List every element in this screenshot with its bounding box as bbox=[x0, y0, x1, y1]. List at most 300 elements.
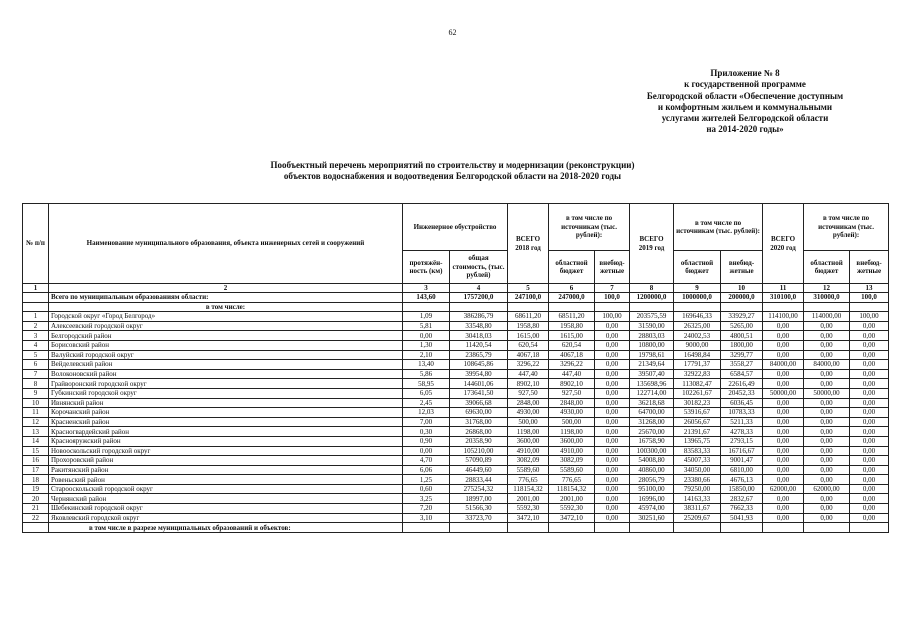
row-value: 169646,33 bbox=[674, 312, 721, 322]
row-value: 0,00 bbox=[403, 331, 450, 341]
row-value: 23380,66 bbox=[674, 475, 721, 485]
row-number: 9 bbox=[23, 388, 49, 398]
row-value: 173641,50 bbox=[450, 388, 508, 398]
row-value: 50000,00 bbox=[804, 388, 850, 398]
footer-num bbox=[23, 523, 49, 533]
row-value: 3472,10 bbox=[508, 513, 549, 523]
row-value: 1,09 bbox=[403, 312, 450, 322]
header-engineering: Инженерное обустройство bbox=[403, 204, 508, 251]
row-value: 0,00 bbox=[850, 408, 889, 418]
row-value: 30182,23 bbox=[674, 398, 721, 408]
row-value: 6,06 bbox=[403, 465, 450, 475]
row-value: 275254,32 bbox=[450, 484, 508, 494]
column-number: 8 bbox=[630, 284, 674, 293]
row-value: 1,30 bbox=[403, 340, 450, 350]
row-value: 16996,00 bbox=[630, 494, 674, 504]
row-value: 4067,18 bbox=[508, 350, 549, 360]
row-number: 4 bbox=[23, 340, 49, 350]
row-value: 2001,00 bbox=[508, 494, 549, 504]
row-value: 0,00 bbox=[763, 321, 804, 331]
table-row bbox=[23, 340, 889, 350]
row-value: 100,00 bbox=[595, 312, 630, 322]
row-value: 0,00 bbox=[850, 513, 889, 523]
row-value: 19798,61 bbox=[630, 350, 674, 360]
column-number: 9 bbox=[674, 284, 721, 293]
row-value: 3,10 bbox=[403, 513, 450, 523]
row-value: 21391,67 bbox=[674, 427, 721, 437]
row-value: 2,45 bbox=[403, 398, 450, 408]
row-value: 24002,53 bbox=[674, 331, 721, 341]
header-name: Наименование муниципального образования, объекта инженерных сетей и сооружений bbox=[49, 204, 403, 284]
row-value: 23865,79 bbox=[450, 350, 508, 360]
total-value: 200000,0 bbox=[721, 293, 763, 303]
empty-cell bbox=[763, 302, 804, 312]
row-value: 4910,00 bbox=[508, 446, 549, 456]
row-value: 68611,20 bbox=[508, 312, 549, 322]
appendix-line: на 2014-2020 годы» bbox=[706, 124, 784, 135]
header-length: протяжён-ность (км) bbox=[403, 251, 450, 284]
row-value: 0,00 bbox=[595, 321, 630, 331]
footer-label: в том числе в разрезе муниципальных образований и объектов: bbox=[49, 523, 403, 533]
total-row bbox=[23, 293, 889, 303]
including-num bbox=[23, 302, 49, 312]
row-value: 0,00 bbox=[763, 436, 804, 446]
row-value: 0,00 bbox=[850, 456, 889, 466]
row-value: 0,00 bbox=[763, 369, 804, 379]
row-value: 79250,00 bbox=[674, 484, 721, 494]
row-value: 927,50 bbox=[508, 388, 549, 398]
row-value: 57090,89 bbox=[450, 456, 508, 466]
row-value: 0,00 bbox=[763, 465, 804, 475]
row-value: 51566,30 bbox=[450, 504, 508, 514]
row-value: 447,40 bbox=[549, 369, 595, 379]
row-value: 69630,00 bbox=[450, 408, 508, 418]
row-value: 0,00 bbox=[595, 475, 630, 485]
row-value: 4,70 bbox=[403, 456, 450, 466]
municipality-name: Борисовский район bbox=[49, 340, 403, 350]
row-number: 13 bbox=[23, 427, 49, 437]
row-number: 17 bbox=[23, 465, 49, 475]
row-value: 3558,27 bbox=[721, 360, 763, 370]
row-value: 5592,30 bbox=[508, 504, 549, 514]
municipality-name: Яковлевский городской округ bbox=[49, 513, 403, 523]
row-value: 15850,00 bbox=[721, 484, 763, 494]
row-value: 0,00 bbox=[763, 494, 804, 504]
row-number: 18 bbox=[23, 475, 49, 485]
row-value: 53916,67 bbox=[674, 408, 721, 418]
row-value: 5,81 bbox=[403, 321, 450, 331]
row-value: 3600,00 bbox=[508, 436, 549, 446]
row-value: 447,40 bbox=[508, 369, 549, 379]
row-value: 0,00 bbox=[804, 446, 850, 456]
empty-cell bbox=[508, 523, 549, 533]
row-value: 0,00 bbox=[804, 456, 850, 466]
row-value: 100,00 bbox=[850, 312, 889, 322]
row-value: 36218,68 bbox=[630, 398, 674, 408]
row-value: 0,00 bbox=[595, 369, 630, 379]
row-value: 30418,03 bbox=[450, 331, 508, 341]
total-value: 310100,0 bbox=[763, 293, 804, 303]
row-value: 114000,00 bbox=[804, 312, 850, 322]
row-value: 28056,79 bbox=[630, 475, 674, 485]
row-value: 1800,00 bbox=[721, 340, 763, 350]
row-value: 25670,00 bbox=[630, 427, 674, 437]
table-row bbox=[23, 398, 889, 408]
row-value: 13965,75 bbox=[674, 436, 721, 446]
row-value: 135698,96 bbox=[630, 379, 674, 389]
header-cost: общая стоимость, (тыс. рублей) bbox=[450, 251, 508, 284]
row-value: 1198,00 bbox=[508, 427, 549, 437]
row-value: 20452,33 bbox=[721, 388, 763, 398]
row-value: 3082,09 bbox=[549, 456, 595, 466]
column-number: 12 bbox=[804, 284, 850, 293]
header-offbudget-2019: внебюд-жетные bbox=[721, 251, 763, 284]
row-number: 15 bbox=[23, 446, 49, 456]
row-value: 100300,00 bbox=[630, 446, 674, 456]
municipality-name: Городской округ «Город Белгород» bbox=[49, 312, 403, 322]
header-regional-2018: областной бюджет bbox=[549, 251, 595, 284]
header-regional-2020: областной бюджет bbox=[804, 251, 850, 284]
row-value: 0,00 bbox=[595, 340, 630, 350]
row-value: 46449,60 bbox=[450, 465, 508, 475]
row-value: 0,00 bbox=[804, 436, 850, 446]
row-number: 1 bbox=[23, 312, 49, 322]
total-value: 143,60 bbox=[403, 293, 450, 303]
row-value: 0,00 bbox=[850, 427, 889, 437]
empty-cell bbox=[674, 302, 721, 312]
total-value: 1200000,0 bbox=[630, 293, 674, 303]
municipality-name: Новооскольский городской округ bbox=[49, 446, 403, 456]
row-value: 9001,47 bbox=[721, 456, 763, 466]
title-line: объектов водоснабжения и водоотведения Белгородской области на 2018-2020 годы bbox=[283, 171, 622, 181]
empty-cell bbox=[804, 302, 850, 312]
municipality-name: Старооскольский городской округ bbox=[49, 484, 403, 494]
column-number: 2 bbox=[49, 284, 403, 293]
table-row bbox=[23, 475, 889, 485]
row-value: 0,00 bbox=[850, 398, 889, 408]
table-row bbox=[23, 446, 889, 456]
row-value: 12,03 bbox=[403, 408, 450, 418]
municipality-name: Губкинский городской округ bbox=[49, 388, 403, 398]
row-number: 5 bbox=[23, 350, 49, 360]
row-value: 20358,90 bbox=[450, 436, 508, 446]
row-value: 31590,00 bbox=[630, 321, 674, 331]
row-value: 0,00 bbox=[804, 427, 850, 437]
table-row bbox=[23, 456, 889, 466]
row-value: 26056,67 bbox=[674, 417, 721, 427]
row-value: 18997,00 bbox=[450, 494, 508, 504]
table-row bbox=[23, 331, 889, 341]
row-value: 0,00 bbox=[763, 350, 804, 360]
total-value: 247100,0 bbox=[508, 293, 549, 303]
row-value: 8902,10 bbox=[549, 379, 595, 389]
empty-cell bbox=[403, 302, 450, 312]
table-row bbox=[23, 484, 889, 494]
row-value: 0,00 bbox=[595, 456, 630, 466]
municipality-name: Ровеньский район bbox=[49, 475, 403, 485]
total-num bbox=[23, 293, 49, 303]
municipality-name: Валуйский городской округ bbox=[49, 350, 403, 360]
row-value: 113082,47 bbox=[674, 379, 721, 389]
row-value: 0,00 bbox=[595, 379, 630, 389]
table-row bbox=[23, 360, 889, 370]
column-number-row bbox=[23, 284, 889, 293]
row-value: 0,00 bbox=[763, 398, 804, 408]
row-value: 0,00 bbox=[595, 494, 630, 504]
row-value: 14163,33 bbox=[674, 494, 721, 504]
row-value: 0,00 bbox=[804, 379, 850, 389]
table-row bbox=[23, 312, 889, 322]
row-value: 54008,80 bbox=[630, 456, 674, 466]
row-value: 118154,32 bbox=[549, 484, 595, 494]
row-value: 0,00 bbox=[763, 379, 804, 389]
page-number: 62 bbox=[448, 28, 457, 37]
row-value: 0,00 bbox=[850, 350, 889, 360]
appendix-line: Белгородской области «Обеспечение доступным bbox=[646, 90, 844, 101]
header-regional-2019: областной бюджет bbox=[674, 251, 721, 284]
row-number: 22 bbox=[23, 513, 49, 523]
row-value: 0,00 bbox=[804, 494, 850, 504]
row-value: 0,00 bbox=[850, 436, 889, 446]
row-value: 32922,83 bbox=[674, 369, 721, 379]
municipality-name: Красненский район bbox=[49, 417, 403, 427]
row-value: 776,65 bbox=[549, 475, 595, 485]
row-value: 122714,00 bbox=[630, 388, 674, 398]
row-value: 2793,15 bbox=[721, 436, 763, 446]
row-value: 3600,00 bbox=[549, 436, 595, 446]
column-number: 5 bbox=[508, 284, 549, 293]
row-value: 0,00 bbox=[850, 484, 889, 494]
row-value: 33929,27 bbox=[721, 312, 763, 322]
row-value: 1198,00 bbox=[549, 427, 595, 437]
row-value: 0,00 bbox=[595, 398, 630, 408]
row-number: 20 bbox=[23, 494, 49, 504]
row-value: 0,00 bbox=[804, 350, 850, 360]
row-value: 0,00 bbox=[850, 417, 889, 427]
total-value: 100,0 bbox=[850, 293, 889, 303]
row-value: 500,00 bbox=[549, 417, 595, 427]
row-value: 500,00 bbox=[508, 417, 549, 427]
row-value: 16716,67 bbox=[721, 446, 763, 456]
municipality-name: Волоконовский район bbox=[49, 369, 403, 379]
row-number: 2 bbox=[23, 321, 49, 331]
appendix-line: к государственной программе bbox=[684, 79, 806, 90]
empty-cell bbox=[549, 523, 595, 533]
total-value: 310000,0 bbox=[804, 293, 850, 303]
empty-cell bbox=[508, 302, 549, 312]
column-number: 13 bbox=[850, 284, 889, 293]
document-title bbox=[0, 160, 905, 182]
row-value: 21349,64 bbox=[630, 360, 674, 370]
table-row bbox=[23, 388, 889, 398]
column-number: 11 bbox=[763, 284, 804, 293]
row-value: 0,00 bbox=[763, 513, 804, 523]
header-sources-2018: в том числе по источникам (тыс. рублей): bbox=[549, 204, 630, 251]
column-number: 3 bbox=[403, 284, 450, 293]
row-value: 620,54 bbox=[508, 340, 549, 350]
row-value: 1615,00 bbox=[508, 331, 549, 341]
row-value: 6036,45 bbox=[721, 398, 763, 408]
row-value: 7662,33 bbox=[721, 504, 763, 514]
row-number: 12 bbox=[23, 417, 49, 427]
row-value: 38311,67 bbox=[674, 504, 721, 514]
row-value: 0,00 bbox=[804, 465, 850, 475]
row-value: 0,00 bbox=[763, 456, 804, 466]
row-number: 19 bbox=[23, 484, 49, 494]
row-value: 0,00 bbox=[804, 504, 850, 514]
row-value: 0,00 bbox=[595, 436, 630, 446]
row-value: 3082,09 bbox=[508, 456, 549, 466]
table-row bbox=[23, 494, 889, 504]
table-row bbox=[23, 417, 889, 427]
row-value: 31268,00 bbox=[630, 417, 674, 427]
row-number: 8 bbox=[23, 379, 49, 389]
row-value: 0,00 bbox=[850, 465, 889, 475]
column-number: 10 bbox=[721, 284, 763, 293]
row-value: 0,90 bbox=[403, 436, 450, 446]
row-value: 0,00 bbox=[804, 513, 850, 523]
row-value: 0,00 bbox=[850, 340, 889, 350]
empty-cell bbox=[450, 302, 508, 312]
row-value: 102261,67 bbox=[674, 388, 721, 398]
row-value: 30251,60 bbox=[630, 513, 674, 523]
table-row bbox=[23, 408, 889, 418]
total-value: 100,0 bbox=[595, 293, 630, 303]
table-row bbox=[23, 379, 889, 389]
row-value: 2848,00 bbox=[549, 398, 595, 408]
row-value: 3299,77 bbox=[721, 350, 763, 360]
row-value: 144601,06 bbox=[450, 379, 508, 389]
row-value: 0,00 bbox=[763, 446, 804, 456]
row-value: 0,00 bbox=[804, 369, 850, 379]
row-value: 108645,86 bbox=[450, 360, 508, 370]
row-number: 11 bbox=[23, 408, 49, 418]
total-value: 247000,0 bbox=[549, 293, 595, 303]
row-value: 16758,90 bbox=[630, 436, 674, 446]
row-value: 0,00 bbox=[850, 379, 889, 389]
table-row bbox=[23, 350, 889, 360]
row-value: 95100,00 bbox=[630, 484, 674, 494]
row-value: 0,00 bbox=[850, 360, 889, 370]
row-value: 31768,00 bbox=[450, 417, 508, 427]
row-value: 118154,32 bbox=[508, 484, 549, 494]
empty-cell bbox=[721, 302, 763, 312]
row-value: 0,30 bbox=[403, 427, 450, 437]
row-value: 0,00 bbox=[595, 484, 630, 494]
row-value: 0,00 bbox=[804, 408, 850, 418]
row-value: 9000,00 bbox=[674, 340, 721, 350]
row-value: 34050,00 bbox=[674, 465, 721, 475]
empty-cell bbox=[549, 302, 595, 312]
empty-cell bbox=[403, 523, 450, 533]
header-sources-2019: в том числе по источникам (тыс. рублей): bbox=[674, 204, 763, 251]
row-value: 25209,67 bbox=[674, 513, 721, 523]
row-value: 6584,57 bbox=[721, 369, 763, 379]
row-value: 17791,37 bbox=[674, 360, 721, 370]
row-value: 105210,00 bbox=[450, 446, 508, 456]
row-value: 0,00 bbox=[763, 427, 804, 437]
row-value: 7,20 bbox=[403, 504, 450, 514]
total-label: Всего по муниципальным образованиям области: bbox=[49, 293, 403, 303]
row-value: 0,00 bbox=[850, 321, 889, 331]
row-value: 1,25 bbox=[403, 475, 450, 485]
table-row bbox=[23, 504, 889, 514]
total-value: 1757200,0 bbox=[450, 293, 508, 303]
row-number: 14 bbox=[23, 436, 49, 446]
row-value: 6810,00 bbox=[721, 465, 763, 475]
municipality-name: Красногвардейский район bbox=[49, 427, 403, 437]
row-value: 84000,00 bbox=[804, 360, 850, 370]
empty-cell bbox=[450, 523, 508, 533]
row-value: 0,00 bbox=[804, 398, 850, 408]
column-number: 1 bbox=[23, 284, 49, 293]
row-value: 45974,00 bbox=[630, 504, 674, 514]
row-value: 8902,10 bbox=[508, 379, 549, 389]
row-value: 4910,00 bbox=[549, 446, 595, 456]
row-value: 114100,00 bbox=[763, 312, 804, 322]
municipality-name: Белгородский район bbox=[49, 331, 403, 341]
empty-cell bbox=[630, 523, 674, 533]
row-value: 6,05 bbox=[403, 388, 450, 398]
table-header bbox=[23, 204, 889, 284]
row-value: 33548,80 bbox=[450, 321, 508, 331]
row-value: 0,00 bbox=[763, 504, 804, 514]
row-value: 0,00 bbox=[850, 475, 889, 485]
municipality-name: Грайворонский городской округ bbox=[49, 379, 403, 389]
row-value: 0,00 bbox=[850, 388, 889, 398]
footer-row bbox=[23, 523, 889, 533]
row-value: 26325,00 bbox=[674, 321, 721, 331]
empty-cell bbox=[804, 523, 850, 533]
row-number: 21 bbox=[23, 504, 49, 514]
column-number: 6 bbox=[549, 284, 595, 293]
row-value: 0,00 bbox=[850, 504, 889, 514]
row-value: 620,54 bbox=[549, 340, 595, 350]
row-value: 0,00 bbox=[804, 417, 850, 427]
row-value: 5211,33 bbox=[721, 417, 763, 427]
municipality-name: Ивнянский район bbox=[49, 398, 403, 408]
row-value: 1958,80 bbox=[508, 321, 549, 331]
objects-table bbox=[22, 203, 889, 533]
header-total-2019: ВСЕГО 2019 год bbox=[630, 204, 674, 284]
row-value: 64700,00 bbox=[630, 408, 674, 418]
row-value: 0,00 bbox=[763, 408, 804, 418]
row-value: 2,10 bbox=[403, 350, 450, 360]
row-value: 39954,80 bbox=[450, 369, 508, 379]
appendix-line: Приложение № 8 bbox=[710, 68, 780, 78]
row-value: 203575,59 bbox=[630, 312, 674, 322]
row-value: 40860,00 bbox=[630, 465, 674, 475]
row-value: 3,25 bbox=[403, 494, 450, 504]
row-value: 0,00 bbox=[595, 331, 630, 341]
row-number: 6 bbox=[23, 360, 49, 370]
row-value: 927,50 bbox=[549, 388, 595, 398]
municipality-name: Алексеевский городской округ bbox=[49, 321, 403, 331]
row-value: 2848,00 bbox=[508, 398, 549, 408]
row-value: 10800,00 bbox=[630, 340, 674, 350]
header-offbudget-2020: внебюд-жетные bbox=[850, 251, 889, 284]
table-row bbox=[23, 465, 889, 475]
row-value: 26868,00 bbox=[450, 427, 508, 437]
row-value: 0,00 bbox=[595, 446, 630, 456]
row-value: 776,65 bbox=[508, 475, 549, 485]
row-value: 5589,60 bbox=[549, 465, 595, 475]
row-value: 0,00 bbox=[804, 475, 850, 485]
row-value: 2832,67 bbox=[721, 494, 763, 504]
table-row bbox=[23, 427, 889, 437]
row-value: 0,00 bbox=[850, 369, 889, 379]
row-value: 5,86 bbox=[403, 369, 450, 379]
